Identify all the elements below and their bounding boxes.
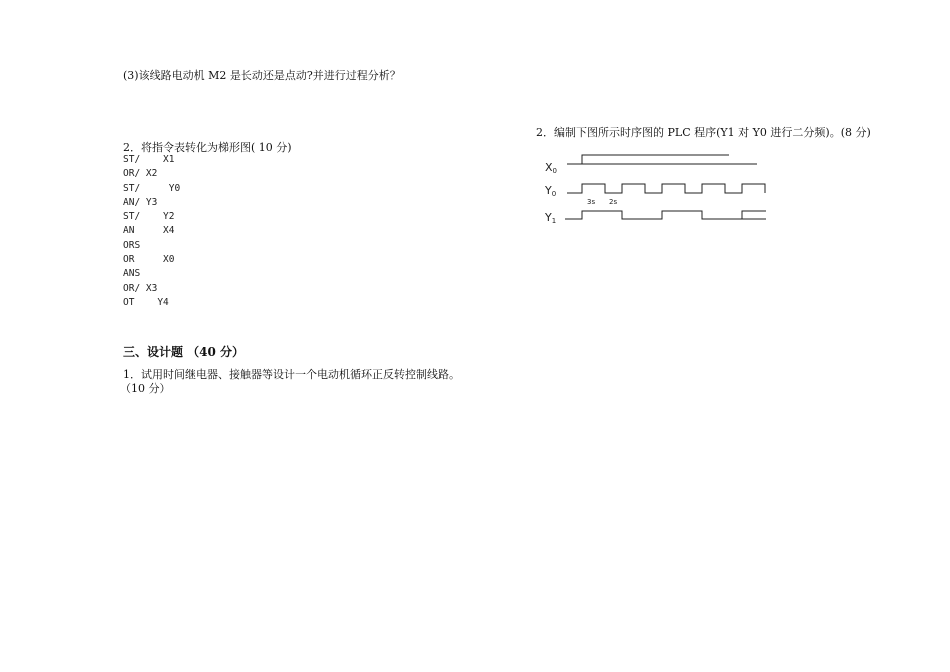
off-time-label: 2s bbox=[609, 198, 618, 206]
instruction-list bbox=[123, 153, 180, 310]
instruction-line: OR X0 bbox=[123, 254, 175, 266]
question-3-text: (3)该线路电动机 M2 是长动还是点动?并进行过程分析？ bbox=[123, 69, 401, 82]
on-time-label: 3s bbox=[587, 198, 596, 206]
x0-waveform bbox=[567, 155, 729, 164]
instruction-line: ANS bbox=[123, 268, 141, 280]
instruction-line: ST/ X1 bbox=[123, 154, 175, 165]
design-question-1-text: 1．试用时间继电器、接触器等设计一个电动机循环正反转控制线路。 bbox=[123, 368, 460, 381]
x0-label: X0 bbox=[545, 161, 558, 175]
design-question-1-score: （10 分） bbox=[120, 382, 171, 395]
y0-waveform bbox=[567, 184, 765, 193]
question-2-timing-title: 2．编制下图所示时序图的 PLC 程序(Y1 对 Y0 进行二分频)。(8 分) bbox=[536, 126, 871, 139]
y0-label: Y0 bbox=[545, 184, 557, 198]
instruction-line: ST/ Y0 bbox=[123, 182, 181, 194]
instruction-line: ORS bbox=[123, 239, 141, 251]
instruction-line: OR/ X2 bbox=[123, 168, 158, 180]
instruction-line: AN X4 bbox=[123, 225, 175, 237]
instruction-line: ST/ Y2 bbox=[123, 211, 175, 223]
instruction-line: OT Y4 bbox=[123, 296, 169, 308]
question-2-ladder-title: 2．将指令表转化为梯形图( 10 分) bbox=[123, 141, 292, 154]
instruction-line: AN/ Y3 bbox=[123, 196, 158, 208]
y1-label: Y1 bbox=[545, 211, 557, 225]
instruction-line: OR/ X3 bbox=[123, 282, 158, 294]
section-3-title: 三、设计题 （40 分） bbox=[123, 345, 245, 359]
y1-waveform bbox=[565, 211, 766, 219]
timing-diagram bbox=[535, 148, 785, 228]
